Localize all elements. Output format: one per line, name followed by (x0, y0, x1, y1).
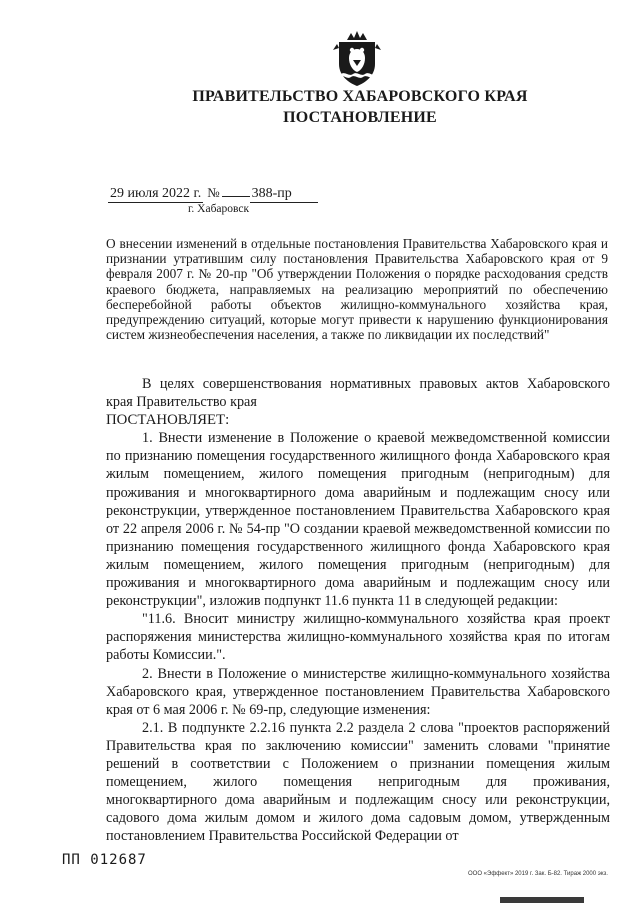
document-type-title: ПОСТАНОВЛЕНИЕ (283, 109, 437, 126)
printer-imprint: ООО «Эффект» 2019 г. Зак. Б-82. Тираж 2000 экз. (468, 871, 608, 877)
document-number: 388-пр (250, 186, 318, 203)
khabarovsk-coat-of-arms-icon (331, 30, 383, 88)
body-item-1-quote: "11.6. Вносит министру жилищно-коммунального хозяйства края проект распоряжения министерства жилищно-коммунального хозяйства края по итогам работы Комиссии.". (106, 611, 610, 664)
document-subject: О внесении изменений в отдельные постановления Правительства Хабаровского края и признании утратившим силу постановления Правительства Хабаровского края от 9 февраля 2007 г. № 20-пр "Об утверждении Положения о порядке расходования средств краевого бюджета, направляемых на реализацию мероприятий по обеспечению бесперебойной работы объектов жилищно-коммунального хозяйства края, предупреждению ситуаций, которые могут привести к нарушению функционирования систем жизнеобеспечения населения, а также по ликвидации их последствий" (106, 236, 608, 343)
body-item-2-1: 2.1. В подпункте 2.2.16 пункта 2.2 раздела 2 слова "проектов распоряжений Правительства края по заключению комиссии" заменить словами "принятие решений в соответствии с Положением о признании помещения жилым помещением, жилого помещения непригодным для проживания, многоквартирного дома аварийным и подлежащим сносу или реконструкции, садового дома жилым домом и жилого дома садовым домом, утвержденным постановлением Правительства Российской Федерации от (106, 719, 610, 845)
number-underline (222, 196, 250, 197)
document-date: 29 июля 2022 г. (110, 186, 202, 201)
body-item-2: 2. Внести в Положение о министерстве жилищно-коммунального хозяйства Хабаровского края, утвержденное постановлением Правительства Хабаровского края от 6 мая 2006 г. № 69-пр, следующие изменения: (106, 665, 610, 718)
resolves-heading: ПОСТАНОВЛЯЕТ: (106, 412, 230, 429)
body-item-1: 1. Внести изменение в Положение о краевой межведомственной комиссии по признанию помещения государственного жилищного фонда Хабаровского края жилым помещением, жилого помещения пригодным (непригодным) для проживания и многоквартирного дома аварийным и подлежащим сносу или реконструкции, утвержденное постановлением Правительства Хабаровского края от 22 апреля 2006 г. № 54-пр "О создании краевой межведомственной комиссии по признанию помещения государственного жилищного фонда Хабаровского края жилым помещением, жилого помещения пригодным (непригодным) для проживания и многоквартирного дома аварийным и подлежащим сносу или реконструкции", изложив подпункт 11.6 пункта 11 в следующей редакции: (106, 430, 610, 610)
body-intro: В целях совершенствования нормативных правовых актов Хабаровского края Правительство края (106, 376, 610, 411)
number-label: № (207, 185, 220, 200)
document-body (106, 375, 610, 845)
date-number-line (108, 185, 318, 203)
bottom-edge-mark (500, 897, 584, 903)
government-title: ПРАВИТЕЛЬСТВО ХАБАРОВСКОГО КРАЯ (192, 88, 528, 105)
footer-serial-code: ПП 012687 (62, 852, 147, 868)
document-city: г. Хабаровск (188, 203, 250, 215)
